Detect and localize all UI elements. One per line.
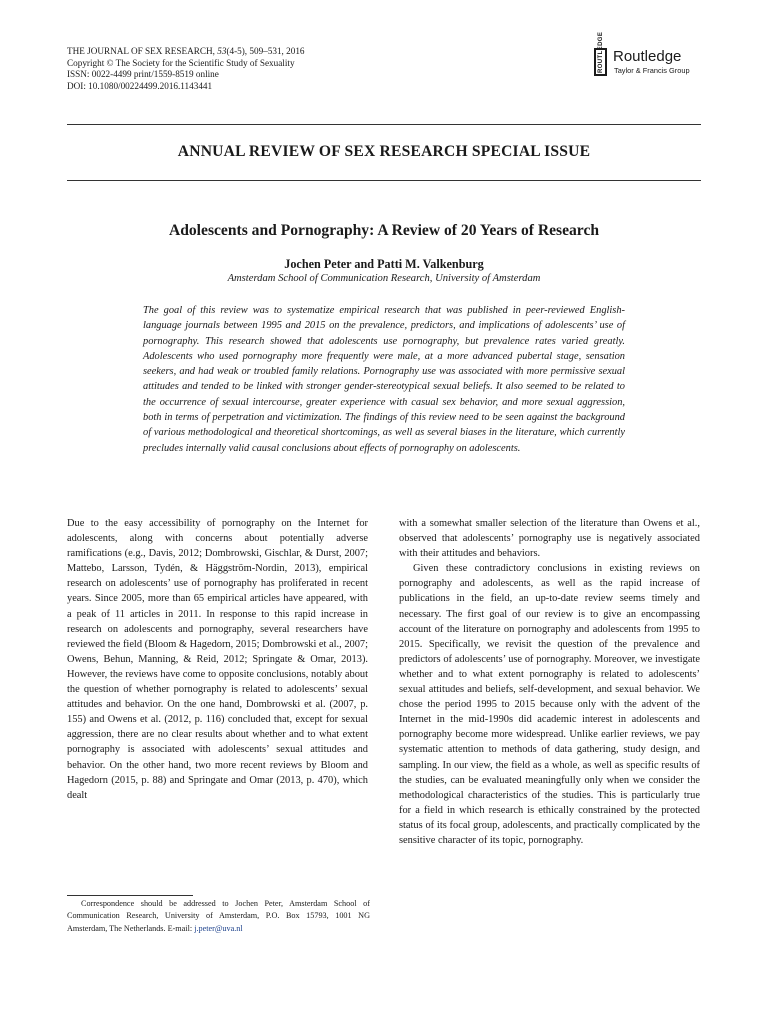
abstract: The goal of this review was to systematize empirical research that was published in peer-reviewed English-language journals between 1995 and 2015 on the prevalence, predictors, and implications of adolescents’ use of pornography. This research showed that adolescents use pornography, but prevalence rates varied greatly. Adolescents who used pornography more frequently were male, at a more advanced pubertal stage, sensation seekers, and had weak or troubled family relations. Pornography use was associated with more permissive sexual attitudes and tended to be linked with stronger gender-stereotypical sexual beliefs. It also seemed to be related to the occurrence of sexual intercourse, greater experience with casual sex behavior, and more sexual aggression, both in terms of perpetration and victimization. The findings of this review need to be seen against the background of various methodological and theoretical shortcomings, as well as several biases in the literature, which currently precludes internally valid causal conclusions about effects of pornography on adolescents. xyxy=(143,305,625,454)
correspondence-footnote xyxy=(67,898,370,935)
section-rule xyxy=(67,180,701,181)
body-paragraph: Due to the easy accessibility of pornography on the Internet for adolescents, along with concerns about potentially adverse ramifications (e.g., Davis, 2012; Dombrowski, Gischlar, & Durst, 2007; Mattebo, Larsson, Tydén, & Häggström-Nordin, 2013), empirical research on adolescents’ use of pornography has proliferated in recent years. Since 2005, more than 65 empirical articles have appeared, with a peak of 11 articles in 2011. In response to this rapid increase in research on adolescents and pornography, several researchers have reviewed the field (Bloom & Hagedorn, 2015; Dombrowski et al., 2007; Owens, Behun, Manning, & Reid, 2012; Springate & Omar, 2013). However, the reviews have come to opposite conclusions, notably about the question of whether pornography is related to adolescents’ sexual attitudes and behavior. On the one hand, Dombrowski et al. (2007, p. 155) and Owens et al. (2012, p. 116) concluded that, except for sexual aggression, there are no clear results about whether and to what extent pornography is associated with adolescents’ sexual attitudes and behavior. On the other hand, two more recent reviews by Bloom and Hagedorn (2015, p. 88) and Springate and Omar (2013, p. 470), which dealt xyxy=(67,518,368,801)
copyright-line: Copyright © The Society for the Scientific Study of Sexuality xyxy=(67,57,295,68)
journal-citation-line xyxy=(67,46,305,58)
footnote-text: Correspondence should be addressed to Jochen Peter, Amsterdam School of Communication Research, University of Amsterdam, P.O. Box 15793, 1001 NG Amsterdam, The Netherlands. E-mail: xyxy=(67,899,370,933)
body-column-right xyxy=(399,516,700,848)
body-column-left xyxy=(67,516,368,803)
publisher-group: Taylor & Francis Group xyxy=(614,66,690,75)
journal-volume: 53 xyxy=(217,46,227,56)
author-email-link[interactable]: j.peter@uva.nl xyxy=(194,923,243,933)
journal-name: THE JOURNAL OF SEX RESEARCH, xyxy=(67,46,218,56)
journal-header xyxy=(67,46,305,92)
issn-line: ISSN: 0022-4499 print/1559-8519 online xyxy=(67,69,219,80)
author-affiliation: Amsterdam School of Communication Research, University of Amsterdam xyxy=(227,273,541,284)
body-paragraph: with a somewhat smaller selection of the literature than Owens et al., observed that adolescents’ pornography use is negatively associated with their attitudes and behaviors. xyxy=(399,518,700,560)
top-rule xyxy=(67,124,701,125)
publisher-name: Routledge xyxy=(613,48,682,65)
footnote-rule xyxy=(67,895,193,896)
doi-line: DOI: 10.1080/00224499.2016.1143441 xyxy=(67,80,213,91)
body-paragraph: Given these contradictory conclusions in existing reviews on pornography and adolescents, as well as the rapid increase of publications in the field, an up-to-date review seems timely and necessary. The first goal of our review is to give an encompassing account of the literature on pornography and adolescents from 1995 to 2015. Specifically, we revisit the question of the prevalence and predictors of adolescents’ use of pornography. Moreover, we investigate whether and to what extent pornography is related to adolescents’ sexual attitudes and beliefs, self-development, and sexual behavior. We chose the period 1995 to 2015 because only with the advent of the Internet in the mid-1990s did academic interest in adolescents and pornography become more widespread. Unlike earlier reviews, we pay systematic attention to methods of data gathering, study design, and sampling. In our view, the field as a whole, as well as specific results of the studies, can be evaluated meaningfully only when we consider the methodological characteristics of the studies. This is particularly true for a field in which research is ethically constrained by the protected status of its focal group, adolescents, and practically complicated by the sensitive character of its topic, pornography. xyxy=(399,563,700,846)
publisher-logo xyxy=(594,31,706,80)
logo-mark-text: ROUTLEDGE xyxy=(598,31,604,73)
article-authors: Jochen Peter and Patti M. Valkenburg xyxy=(284,257,484,271)
routledge-logo-icon xyxy=(594,31,607,76)
article-title: Adolescents and Pornography: A Review of 20 Years of Research xyxy=(168,222,600,239)
section-heading: ANNUAL REVIEW OF SEX RESEARCH SPECIAL ISSUE xyxy=(177,143,591,160)
journal-issue-pages: (4-5), 509–531, 2016 xyxy=(226,46,305,56)
